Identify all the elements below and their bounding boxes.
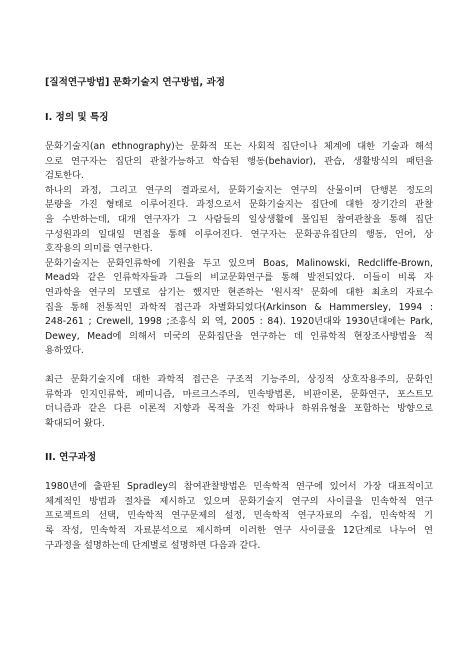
text-line: 류학과 인지인류학, 페미니즘, 마르크스주의, 민속방법론, 비판이론, 문화연구, 포스트모	[45, 388, 433, 400]
text-line: 문화기술지(an ethnography)는 문화적 또는 사회적 집단이나 체계에 대한 기술과 해석	[45, 141, 433, 152]
text-line: 1980년에 출판된 Spradley의 참여관찰방법은 민속학적 연구에 있어서 가장 대표적이고	[45, 481, 433, 493]
text-line: 더니즘과 같은 다른 이론적 지향과 목적을 가진 학파나 하위유형을 포함하는 방향으로	[45, 403, 433, 415]
document-page	[45, 76, 433, 553]
section-heading-definition: I. 정의 및 특징	[45, 112, 109, 123]
paragraph-research-process	[45, 480, 433, 553]
text-line: 을 수반하는데, 대개 연구자가 그 사람들의 일상생활에 몰입된 참여관찰을 통해 집단	[45, 213, 433, 225]
paragraph-recent-approaches	[45, 373, 433, 431]
text-line: 검토한다.	[45, 170, 84, 182]
text-line: Dewey, Mead에 의해서 미국의 문화집단을 연구하는 데 인류학적 현장조사방법을 적	[45, 330, 433, 342]
text-line: 하나의 과정, 그리고 연구의 결과로서, 문화기술지는 연구의 산물이며 단행본 정도의	[45, 184, 433, 196]
spacer	[45, 465, 433, 480]
text-line: 문화기술지는 문화인류학에 기원을 두고 있으며 Boas, Malinowski, Redcliffe-Brown,	[45, 257, 433, 269]
text-line: 최근 문화기술지에 대한 과학적 접근은 구조적 기능주의, 상징적 상호작용주의, 문화인	[45, 373, 433, 385]
text-line: 구성원과의 일대일 면접을 통해 이루어진다. 연구자는 문화공유집단의 행동, 언어, 상	[45, 228, 433, 240]
section-heading-process: II. 연구과정	[45, 452, 97, 464]
text-line: 프로젝트의 선택, 민속학적 연구문제의 설정, 민속학적 연구자료의 수집, 민속학적 기	[45, 510, 433, 522]
document-title: [질적연구방법] 문화기술지 연구방법, 과정	[45, 77, 225, 88]
text-line: 집을 통해 전통적인 과학적 접근과 차별화되었다(Arkinson & Hammersley, 1994 :	[45, 301, 433, 313]
spacer	[45, 359, 433, 373]
spacer	[45, 125, 433, 140]
text-line: 분량을 가진 형태로 이루어진다. 과정으로서 문화기술지는 집단에 대한 장기간의 관찰	[45, 199, 433, 211]
paragraph-definition	[45, 140, 433, 359]
text-line: 호작용의 의미를 연구한다.	[45, 243, 153, 255]
text-line: 용하였다.	[45, 345, 84, 357]
text-line: Mead와 같은 인류학자들과 그들의 비교문화연구를 통해 발전되었다. 이들이 비록 자	[45, 272, 433, 284]
text-line: 확대되어 왔다.	[45, 417, 105, 429]
text-line: 248-261 ; Crewell, 1998 ;조흥식 외 역, 2005 : 84). 1920년대와 1930년대에는 Park,	[45, 316, 433, 328]
text-line: 으로 연구자는 집단의 관찰가능하고 학습된 행동(behavior), 관습, 생활방식의 패턴을	[45, 155, 433, 167]
spacer	[45, 431, 433, 451]
text-line: 록 작성, 민속학적 자료분석으로 제시하며 이러한 연구 사이클을 12단계로 나누어 연	[45, 525, 433, 537]
spacer	[45, 90, 433, 111]
text-line: 구과정을 설명하는데 단계별로 설명하면 다음과 같다.	[45, 539, 261, 551]
text-line: 연과학을 연구의 모델로 삼기는 했지만 현존하는 '원시적' 문화에 대한 최초의 자료수	[45, 286, 433, 298]
text-line: 체계적인 방법과 절차를 제시하고 있으며 문화기술지 연구의 사이클을 민속학적 연구	[45, 495, 433, 507]
